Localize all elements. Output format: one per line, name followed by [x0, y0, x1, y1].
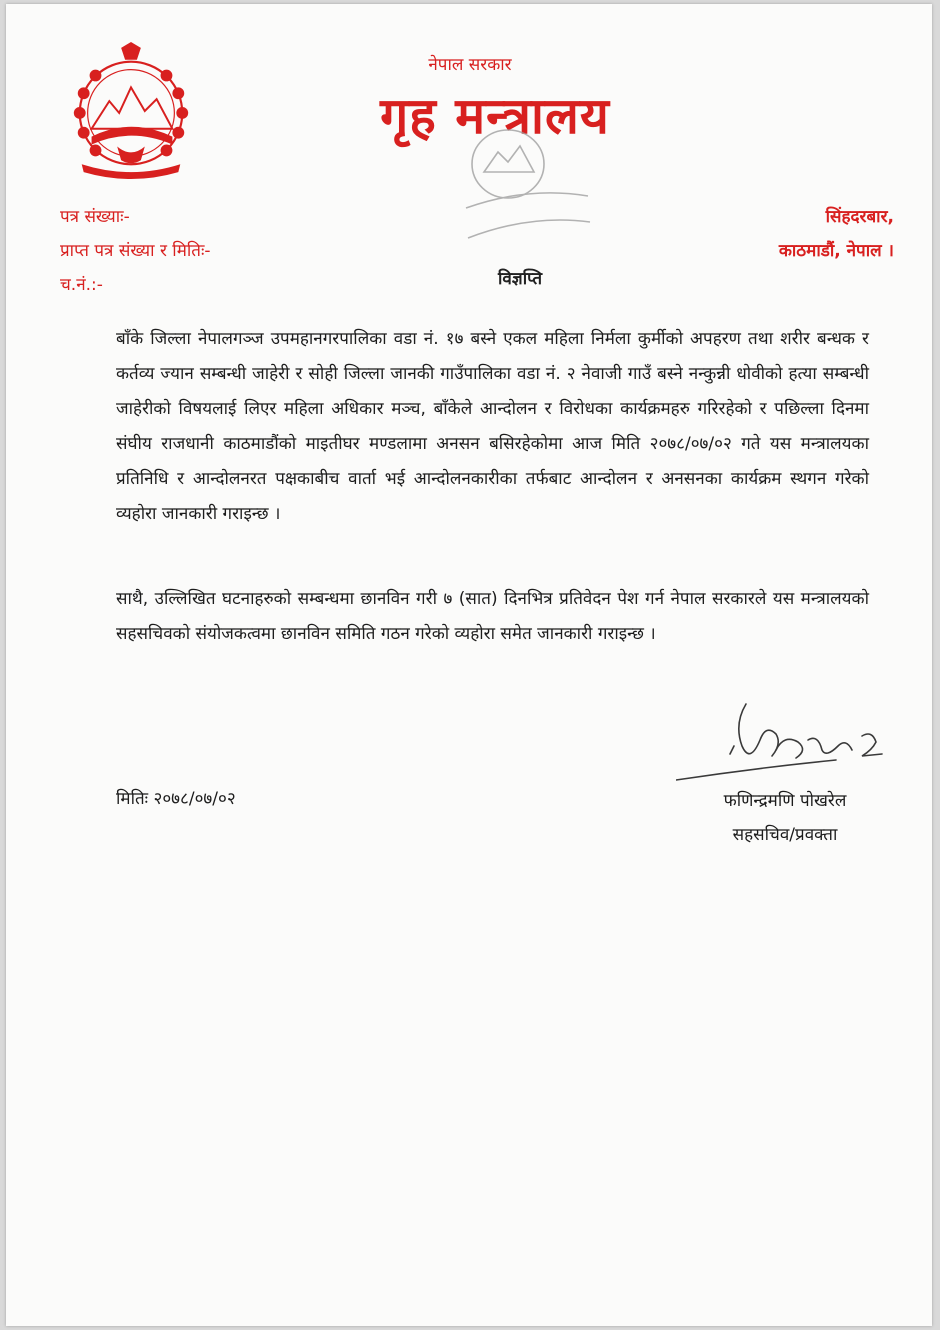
received-letter-label: प्राप्त पत्र संख्या र मितिः-: [60, 241, 211, 261]
address-line-1: सिंहदरबार,: [825, 207, 894, 227]
notice-paragraph-1: बाँके जिल्ला नेपालगञ्ज उपमहानगरपालिका वडा नं. १७ बस्ने एकल महिला निर्मला कुर्मीको अपहरण तथा शरीर बन्धक र कर्तव्य ज्यान सम्बन्धी जाहेरी र सोही जिल्ला जानकी गाउँपालिका वडा नं. २ नेवाजी गाउँ बस्ने नन्कुन्नी धोवीको हत्या सम्बन्धी जाहेरीको विषयलाई लिएर महिला अधिकार मञ्च, बाँकेले आन्दोलन र विरोधका कार्यक्रमहरु गरिरहेको र पछिल्ला दिनमा संघीय राजधानी काठमाडौंको माइतीघर मण्डलामा अनसन बसिरहेकोमा आज मिति २०७८/०७/०२ गते यस मन्त्रालयका प्रतिनिधि र आन्दोलनरत पक्षकाबीच वार्ता भई आन्दोलनकारीका तर्फबाट आन्दोलन र अनसनका कार्यक्रम स्थगन गरेको व्यहोरा जानकारी गराइन्छ ।: [116, 329, 869, 524]
signature-icon: [676, 694, 906, 790]
office-address: [779, 200, 894, 268]
notice-paragraph-2: साथै, उल्लिखित घटनाहरुको सम्बन्धमा छानविन गरी ७ (सात) दिनभित्र प्रतिवेदन पेश गर्न नेपाल सरकारले यस मन्त्रालयको सहसचिवको संयोजकत्वमा छानविन समिति गठन गरेको व्यहोरा समेत जानकारी गराइन्छ ।: [116, 589, 869, 644]
signatory: [690, 784, 880, 852]
letter-number-label: पत्र संख्याः-: [60, 207, 130, 227]
government-name: नेपाल सरकार: [428, 55, 512, 75]
ministry-stamp-icon: [438, 126, 608, 256]
ministry-name: गृह मन्त्रालय: [380, 87, 610, 145]
notice-date: मितिः २०७८/०७/०२: [116, 789, 236, 809]
dispatch-number-label: च.नं.:-: [60, 275, 103, 295]
signatory-name: फणिन्द्रमणि पोखरेल: [723, 791, 847, 811]
address-line-2: काठमाडौं, नेपाल ।: [778, 241, 894, 261]
signatory-designation: सहसचिव/प्रवक्ता: [732, 825, 838, 845]
notice-title: विज्ञप्ति: [497, 269, 543, 289]
